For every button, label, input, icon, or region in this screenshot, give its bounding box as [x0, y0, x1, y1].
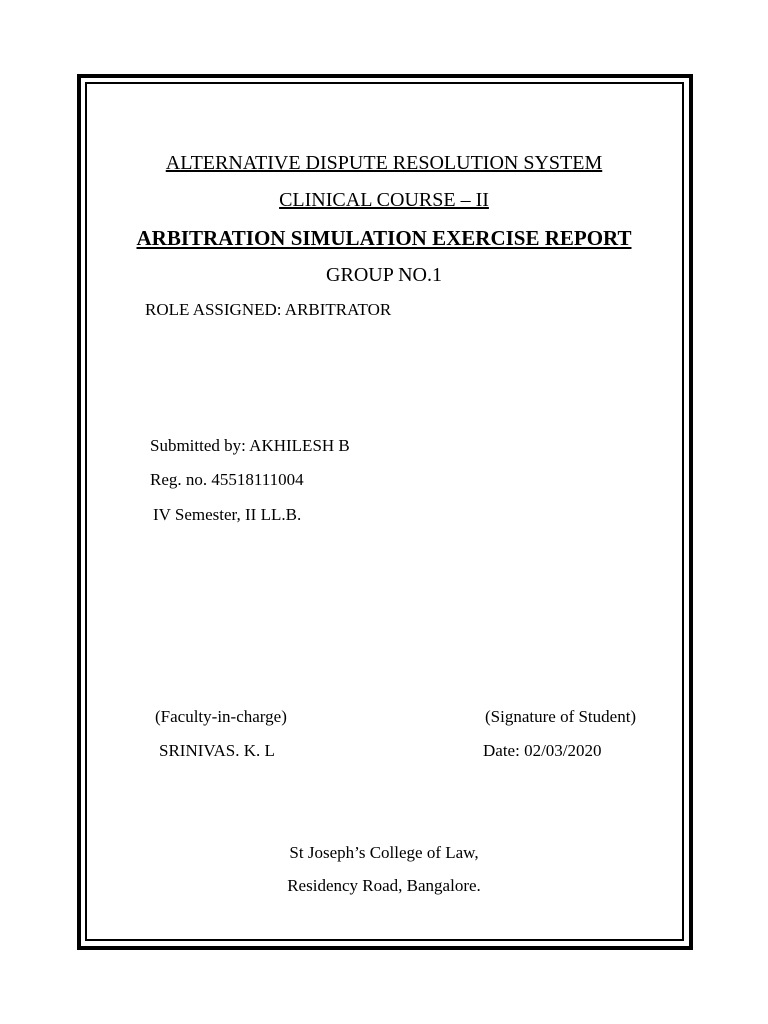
college-address: Residency Road, Bangalore. — [287, 876, 481, 895]
signature-label: (Signature of Student) — [485, 707, 637, 726]
registration-number: Reg. no. 45518111004 — [150, 470, 304, 489]
report-title: ARBITRATION SIMULATION EXERCISE REPORT — [136, 226, 632, 250]
faculty-name: SRINIVAS. K. L — [159, 741, 275, 760]
faculty-label: (Faculty-in-charge) — [155, 707, 287, 726]
group-number: GROUP NO.1 — [326, 264, 442, 286]
role-assigned: ROLE ASSIGNED: ARBITRATOR — [145, 300, 392, 319]
submitted-by: Submitted by: AKHILESH B — [150, 436, 350, 455]
semester: IV Semester, II LL.B. — [153, 505, 302, 524]
college-name: St Joseph’s College of Law, — [289, 843, 479, 862]
course-title: ALTERNATIVE DISPUTE RESOLUTION SYSTEM — [165, 152, 603, 174]
course-subtitle: CLINICAL COURSE – II — [279, 189, 489, 211]
submission-date: Date: 02/03/2020 — [483, 741, 602, 760]
